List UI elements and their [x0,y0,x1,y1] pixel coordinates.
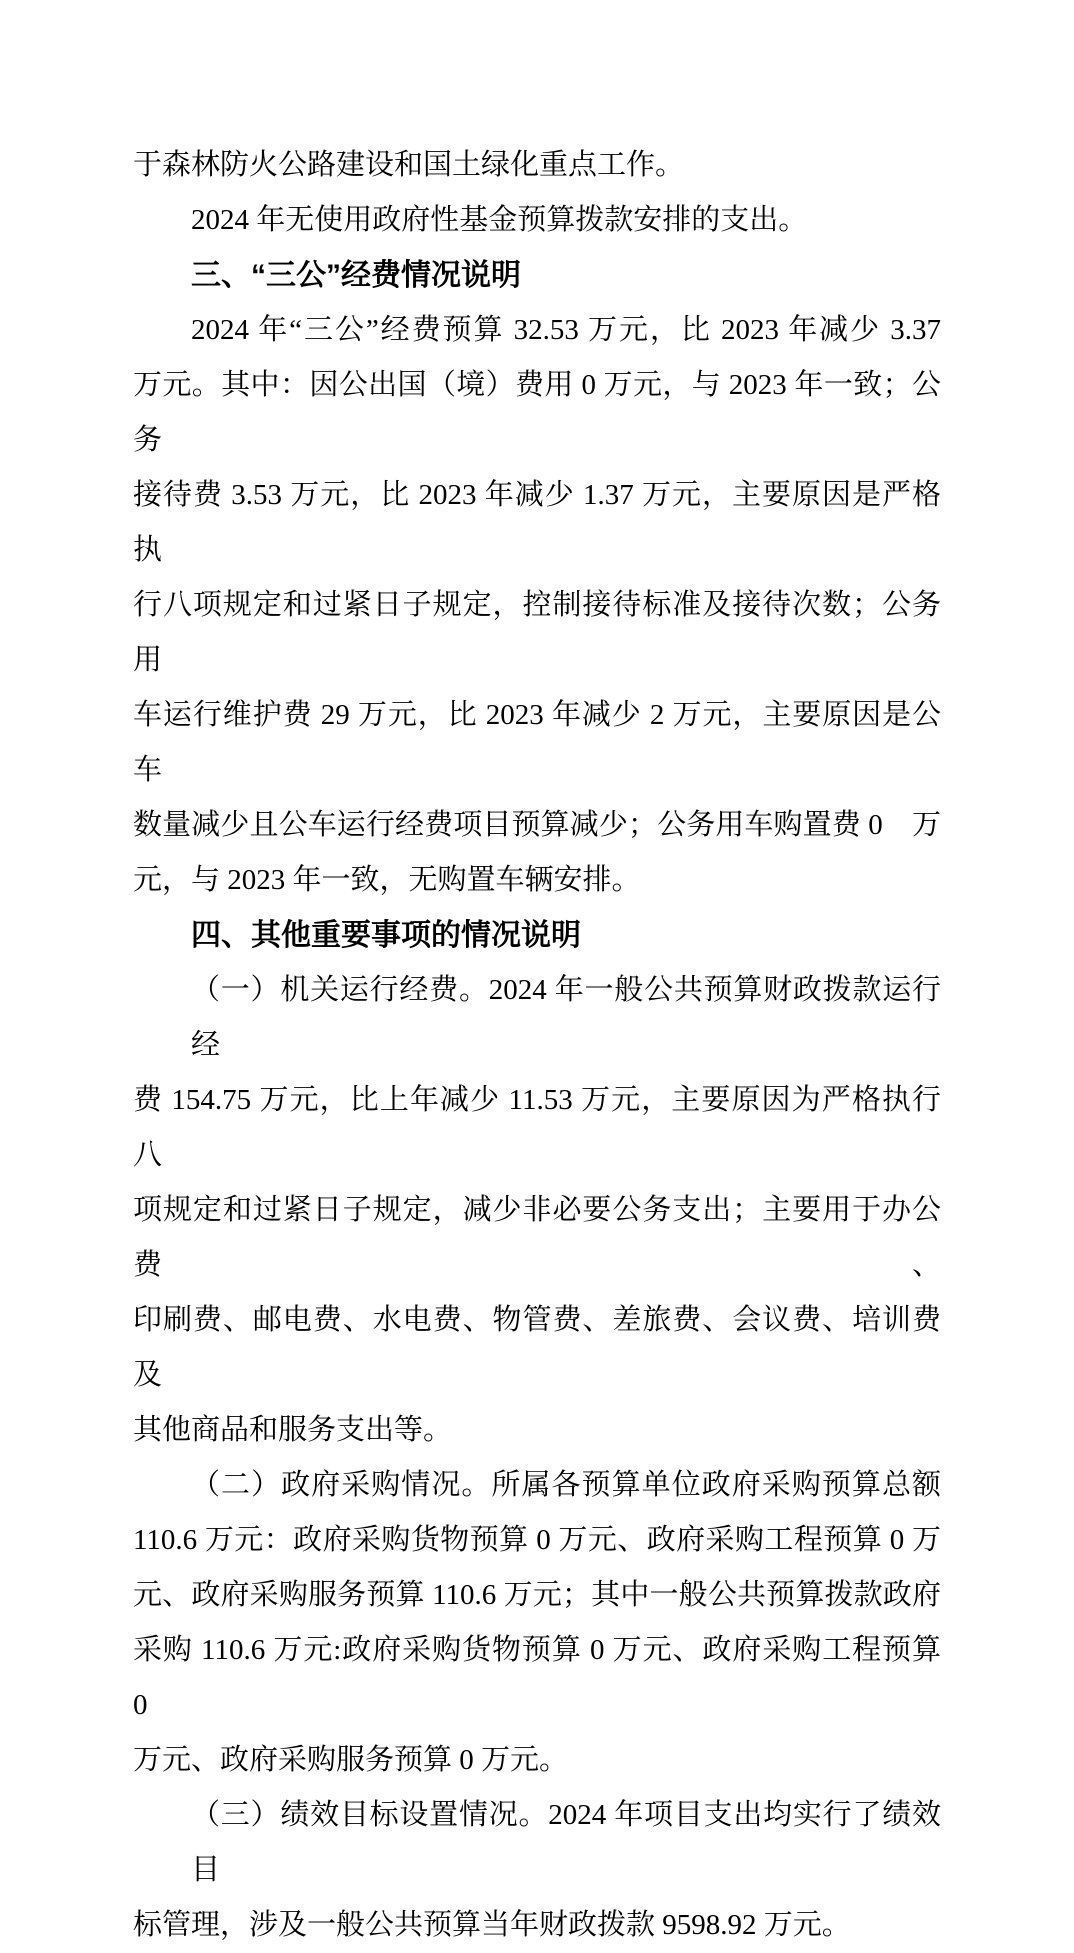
body-text-line: 元、政府采购服务预算 110.6 万元；其中一般公共预算拨款政府 [133,1579,941,1611]
body-text-line: 2024 年无使用政府性基金预算拨款安排的支出。 [191,204,808,236]
document-text-block [133,138,971,1953]
body-text-line: 万元、政府采购服务预算 0 万元。 [133,1744,569,1776]
body-text-line: 2024 年“三公”经费预算 32.53 万元，比 2023 年减少 3.37 [191,314,941,346]
body-text-line: 行八项规定和过紧日子规定，控制接待标准及接待次数；公务用 [133,589,941,676]
body-text-line: 其他商品和服务支出等。 [133,1414,453,1446]
body-text-line: 费 154.75 万元，比上年减少 11.53 万元，主要原因为严格执行八 [133,1084,941,1171]
section-heading-three-public-funds: 三、“三公”经费情况说明 [191,259,521,292]
body-text-line: 于森林防火公路建设和国土绿化重点工作。 [133,149,685,181]
body-text-line: 数量减少且公车运行经费项目预算减少；公务用车购置费 0 万 [133,809,941,841]
body-text-line: 车运行维护费 29 万元，比 2023 年减少 2 万元，主要原因是公车 [133,699,941,786]
body-text-line: （三）绩效目标设置情况。2024 年项目支出均实行了绩效目 [191,1799,941,1886]
body-text-line: 采购 110.6 万元:政府采购货物预算 0 万元、政府采购工程预算 0 [133,1634,971,1721]
section-heading-other-important-items: 四、其他重要事项的情况说明 [191,919,581,952]
body-text-line: （二）政府采购情况。所属各预算单位政府采购预算总额 [191,1469,941,1501]
body-text-line: 标管理，涉及一般公共预算当年财政拨款 9598.92 万元。 [133,1909,851,1941]
body-text-line: （一）机关运行经费。2024 年一般公共预算财政拨款运行经 [191,974,941,1061]
body-text-line: 项规定和过紧日子规定，减少非必要公务支出；主要用于办公费、 [133,1194,941,1281]
body-text-line: 印刷费、邮电费、水电费、物管费、差旅费、会议费、培训费及 [133,1304,941,1391]
body-text-line: 110.6 万元：政府采购货物预算 0 万元、政府采购工程预算 0 万 [133,1524,941,1556]
body-text-line: 元，与 2023 年一致，无购置车辆安排。 [133,864,641,896]
body-text-line: 万元。其中：因公出国（境）费用 0 万元，与 2023 年一致；公务 [133,369,941,456]
body-text-line: 接待费 3.53 万元，比 2023 年减少 1.37 万元，主要原因是严格执 [133,479,941,566]
